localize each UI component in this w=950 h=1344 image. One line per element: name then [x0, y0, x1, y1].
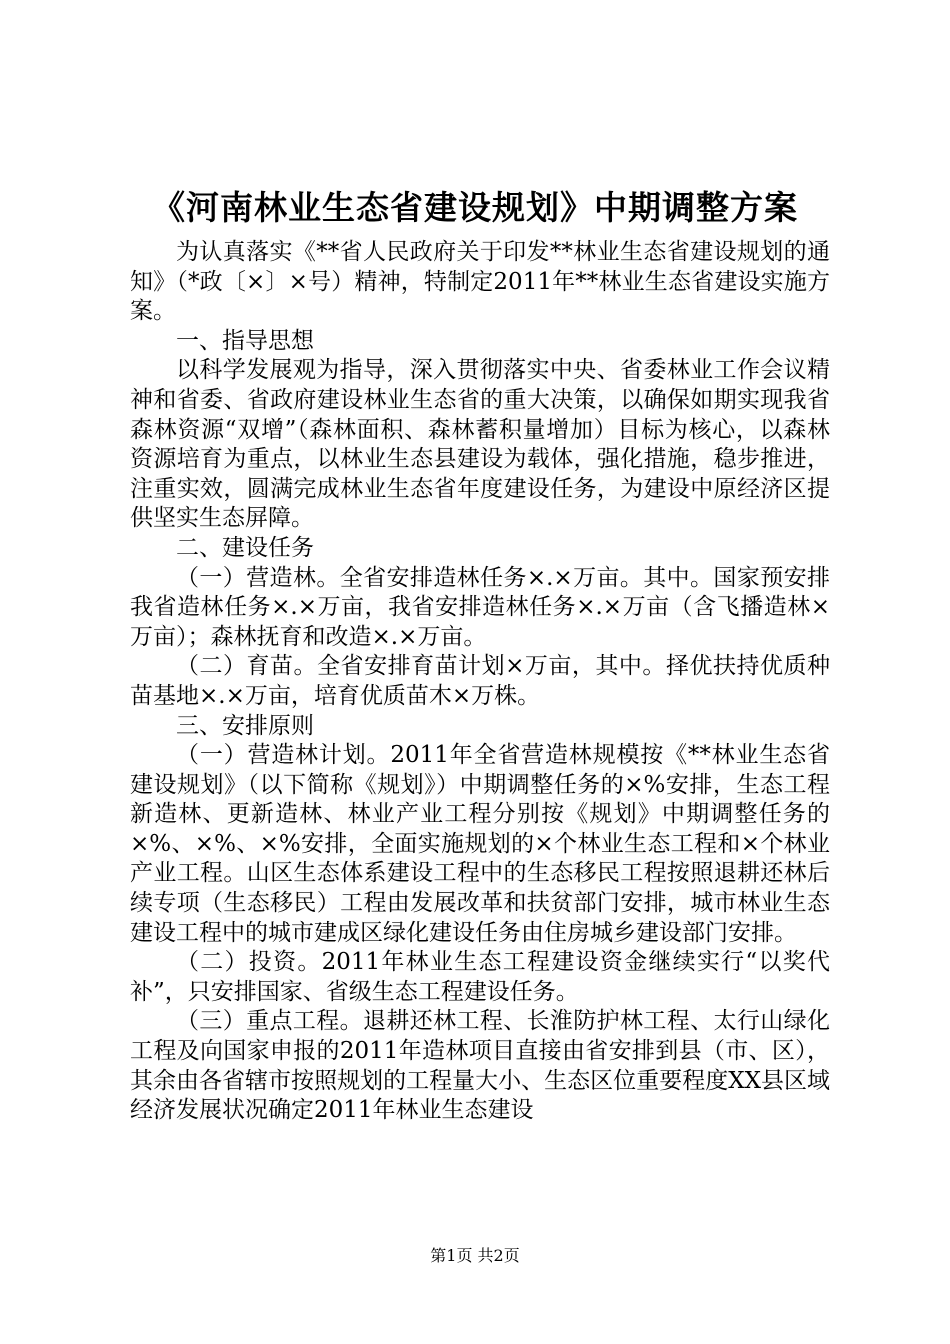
paragraph-nursery: （二）育苗。全省安排育苗计划×万亩，其中。择优扶持优质种苗基地×.×万亩，培育优质苗木×万株。 [130, 653, 830, 709]
paragraph-key-projects: （三）重点工程。退耕还林工程、长淮防护林工程、太行山绿化工程及向国家申报的2011年造林项目直接由省安排到县（市、区），其余由各省辖市按照规划的工程量大小、生态区位重要程度XX县区域经济发展状况确定2011年林业生态建设 [130, 1008, 830, 1124]
paragraph-afforestation-plan: （一）营造林计划。2011年全省营造林规模按《**林业生态省建设规划》（以下简称《规划》）中期调整任务的×%安排，生态工程新造林、更新造林、林业产业工程分别按《规划》中期调整任务的×%、×%、×%安排，全面实施规划的×个林业生态工程和×个林业产业工程。山区生态体系建设工程中的生态移民工程按照退耕还林后续专项（生态移民）工程由发展改革和扶贫部门安排，城市林业生态建设工程中的城市建成区绿化建设任务由住房城乡建设部门安排。 [130, 742, 830, 946]
section-heading-guiding-ideology: 一、指导思想 [176, 327, 314, 354]
page-footer: 第1页 共2页 [430, 1246, 520, 1265]
paragraph-investment: （二）投资。2011年林业生态工程建设资金继续实行“以奖代补”，只安排国家、省级生态工程建设任务。 [130, 949, 830, 1005]
paragraph-guiding-ideology: 以科学发展观为指导，深入贯彻落实中央、省委林业工作会议精神和省委、省政府建设林业生态省的重大决策，以确保如期实现我省森林资源“双增”（森林面积、森林蓄积量增加）目标为核心，以森林资源培育为重点，以林业生态县建设为载体，强化措施，稳步推进，注重实效，圆满完成林业生态省年度建设任务，为建设中原经济区提供坚实生态屏障。 [130, 357, 830, 532]
paragraph-intro: 为认真落实《**省人民政府关于印发**林业生态省建设规划的通知》（*政〔×〕×号）精神，特制定2011年**林业生态省建设实施方案。 [130, 239, 830, 325]
paragraph-afforestation: （一）营造林。全省安排造林任务×.×万亩。其中。国家预安排我省造林任务×.×万亩，我省安排造林任务×.×万亩（含飞播造林×万亩）；森林抚育和改造×.×万亩。 [130, 564, 830, 650]
document-body [130, 238, 830, 1126]
document-title: 《河南林业生态省建设规划》中期调整方案 [152, 188, 798, 227]
section-heading-principles: 三、安排原则 [176, 712, 314, 739]
section-heading-construction-tasks: 二、建设任务 [176, 534, 314, 561]
